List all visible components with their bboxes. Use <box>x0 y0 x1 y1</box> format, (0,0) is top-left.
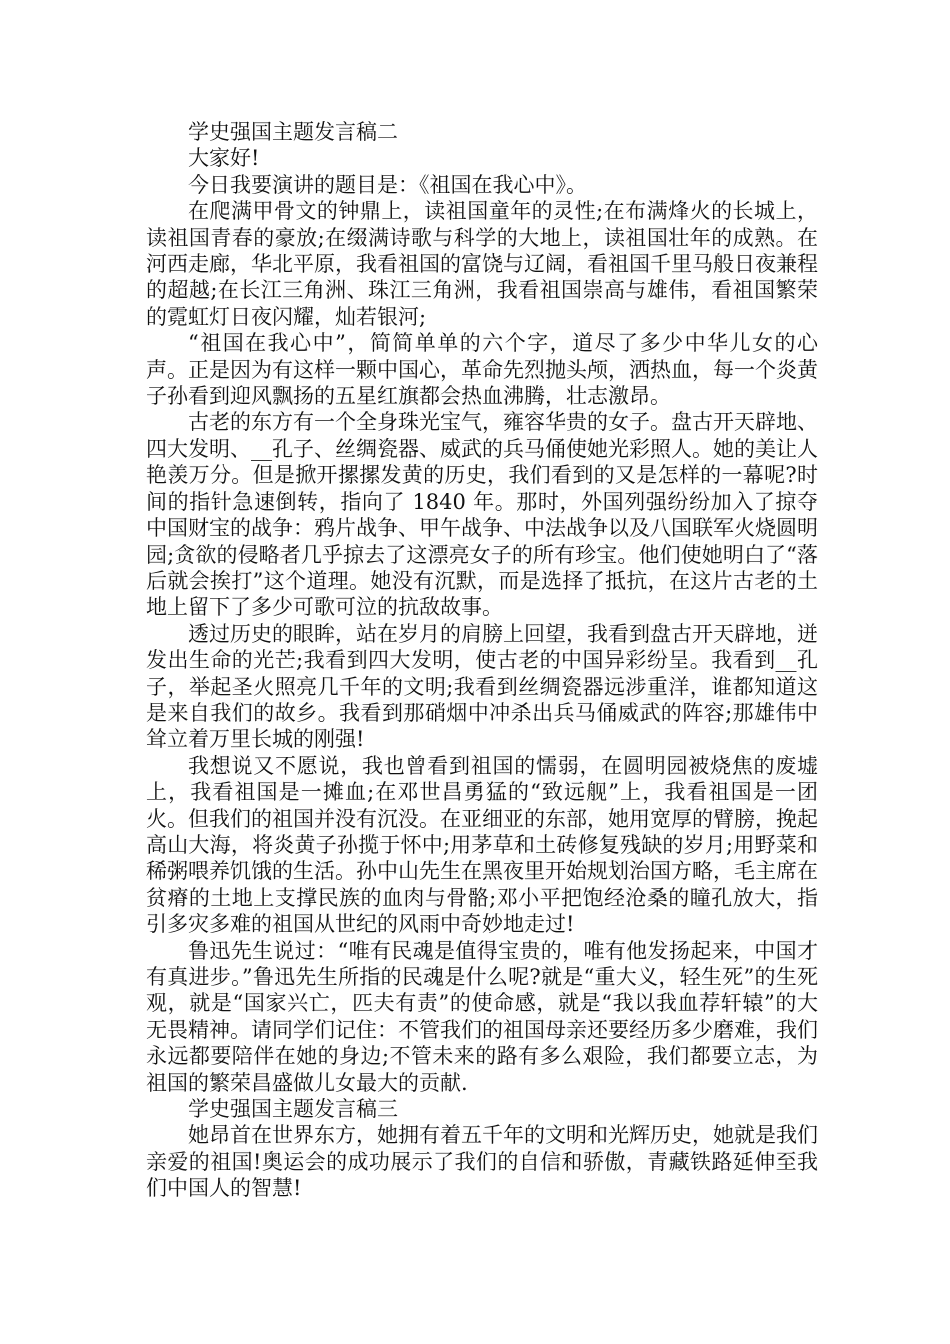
paragraph: 她昂首在世界东方，她拥有着五千年的文明和光辉历史，她就是我们亲爱的祖国!奥运会的成功展示了我们的自信和骄傲，青藏铁路延伸至我们中国人的智慧! <box>146 1123 818 1201</box>
greeting: 大家好! <box>188 146 260 171</box>
paragraph: 鲁迅先生说过：“唯有民魂是值得宝贵的，唯有他发扬起来，中国才有真进步。”鲁迅先生所指的民魂是什么呢?就是“重大义，轻生死”的生死观，就是“国家兴亡，匹夫有责”的使命感，就是“我以我血荐轩辕”的大无畏精神。请同学们记住：不管我们的祖国母亲还要经历多少磨难，我们永远都要陪伴在她的身边;不管未来的路有多么艰险，我们都要立志，为祖国的繁荣昌盛做儿女最大的贡献. <box>146 938 818 1095</box>
speech-topic: 今日我要演讲的题目是：《祖国在我心中》。 <box>188 172 587 197</box>
paragraph: “祖国在我心中”，简简单单的六个字，道尽了多少中华儿女的心声。正是因为有这样一颗中国心，革命先烈抛头颅，洒热血，每一个炎黄子孙看到迎风飘扬的五星红旗都会热血沸腾，壮志激昂。 <box>146 331 818 409</box>
paragraph: 我想说又不愿说，我也曾看到祖国的懦弱，在圆明园被烧焦的废墟上，我看祖国是一摊血;在邓世昌勇猛的“致远舰”上，我看祖国是一团火。但我们的祖国并没有沉没。在亚细亚的东部，她用宽厚的臂膀，挽起高山大海，将炎黄子孙揽于怀中;用茅草和土砖修复残缺的岁月;用野菜和稀粥喂养饥饿的生活。孙中山先生在黑夜里开始规划治国方略，毛主席在贫瘠的土地上支撑民族的血肉与骨骼;邓小平把饱经沧桑的瞳孔放大，指引多灾多难的祖国从世纪的风雨中奇妙地走过! <box>146 753 818 937</box>
document-body <box>146 119 818 1202</box>
section-title-2: 学史强国主题发言稿二 <box>188 120 398 144</box>
paragraph: 在爬满甲骨文的钟鼎上，读祖国童年的灵性;在布满烽火的长城上，读祖国青春的豪放;在缀满诗歌与科学的大地上，读祖国壮年的成熟。在河西走廊，华北平原，我看祖国的富饶与辽阔，看祖国千里马般日夜兼程的超越;在长江三角洲、珠江三角洲，我看祖国崇高与雄伟，看祖国繁荣的霓虹灯日夜闪耀，灿若银河; <box>146 199 818 329</box>
paragraph: 古老的东方有一个全身珠光宝气，雍容华贵的女子。盘古开天辟地、四大发明、__孔子、丝绸瓷器、威武的兵马俑使她光彩照人。她的美让人艳羡万分。但是掀开摞摞发黄的历史，我们看到的又是怎样的一幕呢?时间的指针急速倒转，指向了 1840 年。那时，外国列强纷纷加入了掠夺中国财宝的战争：鸦片战争、甲午战争、中法战争以及八国联军火烧圆明园;贪欲的侵略者几乎掠去了这漂亮女子的所有珍宝。他们使她明白了“落后就会挨打”这个道理。她没有沉默，而是选择了抵抗，在这片古老的土地上留下了多少可歌可泣的抗敌故事。 <box>146 410 818 620</box>
section-title-3: 学史强国主题发言稿三 <box>188 1097 398 1122</box>
paragraph: 透过历史的眼眸，站在岁月的肩膀上回望，我看到盘古开天辟地，迸发出生命的光芒;我看到四大发明，使古老的中国异彩纷呈。我看到__孔子，举起圣火照亮几千年的文明;我看到丝绸瓷器远涉重洋，谁都知道这是来自我们的故乡。我看到那硝烟中冲杀出兵马俑威武的阵容;那雄伟中耸立着万里长城的刚强! <box>146 621 818 752</box>
